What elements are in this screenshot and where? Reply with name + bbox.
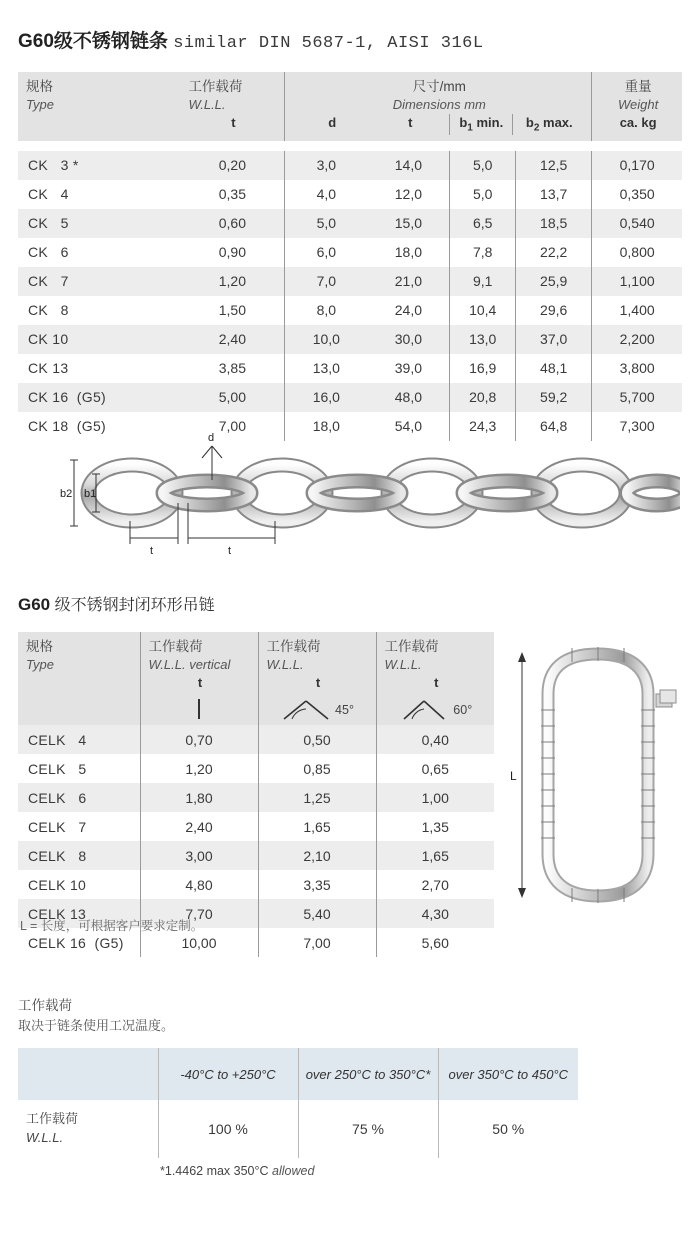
cell-type: CELK 10	[28, 876, 87, 893]
temperature-caption-line1: 工作载荷	[18, 998, 72, 1013]
cell-type: CK 8	[28, 302, 69, 319]
table-row	[18, 180, 682, 209]
table-row	[18, 754, 494, 783]
temperature-header-2: over 350°C to 450°C	[438, 1048, 578, 1100]
table-row	[18, 238, 682, 267]
sling-link-marks	[541, 647, 655, 903]
label-t2: t	[228, 545, 232, 557]
cell-wll-45: 0,85	[258, 754, 376, 783]
cell-wll: 0,90	[180, 238, 284, 267]
cell-type: CK 4	[28, 186, 69, 203]
cell-wll-vertical: 3,00	[140, 841, 258, 870]
cell-b1: 10,4	[450, 296, 516, 325]
cell-wll: 0,60	[180, 209, 284, 238]
cell-wll: 1,20	[180, 267, 284, 296]
cell-wll-60: 2,70	[376, 870, 494, 899]
cell-d: 13,0	[312, 360, 340, 377]
cell-d: 18,0	[312, 418, 340, 435]
cell-wll-60: 1,65	[376, 841, 494, 870]
cell-type: CELK 8	[18, 841, 140, 870]
cell-type: CK 16 (G5)	[18, 383, 180, 412]
cell-type: CELK 5	[28, 760, 87, 777]
header-dimensions: 尺寸/mm Dimensions mm d t $b_1$ min. $b_2$ max.	[285, 72, 592, 141]
section2-title-text: 级不锈钢封闭环形吊链	[50, 597, 215, 614]
cell-d: 8,0	[316, 302, 337, 319]
cell-wll-60: 1,35	[376, 812, 494, 841]
table-row	[18, 209, 682, 238]
cell-wll-60: 0,65	[376, 754, 494, 783]
table-row	[18, 725, 494, 754]
cell-wll-vertical: 1,80	[140, 783, 258, 812]
angle-blank	[18, 695, 140, 725]
table-row	[18, 354, 682, 383]
label-d: d	[208, 432, 215, 444]
temperature-row-label-en: W.L.L.	[26, 1130, 64, 1145]
cell-wll-45: 1,25	[258, 783, 376, 812]
table-row	[18, 296, 682, 325]
header2-wll-45: 工作载荷 W.L.L. t	[258, 632, 376, 695]
cell-type: CK 3 *	[18, 151, 180, 180]
header-col-b2: $b_2$ max.	[512, 114, 585, 135]
sling-connector	[656, 690, 676, 707]
angle-60-label: 60°	[453, 703, 473, 718]
table-row	[18, 812, 494, 841]
cell-wll-45: 5,40	[258, 899, 376, 928]
temperature-table	[18, 1048, 578, 1158]
table-row	[18, 841, 494, 870]
cell-type: CK 5	[18, 209, 180, 238]
table-row	[18, 267, 682, 296]
cell-wll-60: 4,30	[376, 899, 494, 928]
temperature-value-1: 75 %	[298, 1100, 438, 1158]
cell-t: 15,0	[367, 209, 450, 238]
cell-type: CK 13	[28, 360, 69, 377]
cell-weight: 2,200	[592, 325, 682, 354]
title-grade: G60	[18, 31, 54, 52]
cell-wll-60: 0,40	[376, 725, 494, 754]
cell-wll: 2,40	[180, 325, 284, 354]
cell-t: 39,0	[394, 360, 422, 377]
cell-wll: 0,20	[180, 151, 284, 180]
cell-weight: 5,700	[592, 383, 682, 412]
dimension-L	[518, 652, 526, 898]
cell-t: 14,0	[367, 151, 450, 180]
temperature-caption-line2: 取决于链条使用工况温度。	[18, 1018, 175, 1034]
cell-d: 4,0	[316, 186, 337, 203]
header-weight: 重量 Weight ca. kg	[592, 72, 682, 141]
cell-t: 18,0	[394, 244, 422, 261]
temperature-header-row	[18, 1048, 578, 1100]
cell-d: 10,0	[285, 325, 368, 354]
cell-weight: 1,400	[592, 296, 682, 325]
cell-t: 54,0	[394, 418, 422, 435]
label-t1: t	[150, 545, 154, 557]
table-spacer-row	[18, 141, 682, 151]
sling-loop	[548, 654, 648, 896]
cell-wll: 0,35	[180, 180, 284, 209]
angle-45-label: 45°	[335, 703, 354, 718]
title-standard: similar DIN 5687-1, AISI 316L	[173, 34, 484, 53]
cell-wll-vertical: 2,40	[140, 812, 258, 841]
header2-type: 规格 Type	[18, 632, 140, 695]
header-type: 规格 Type	[18, 72, 180, 141]
cell-b2: 37,0	[516, 325, 592, 354]
cell-b2: 12,5	[516, 151, 592, 180]
cell-wll-45: 7,00	[258, 928, 376, 957]
cell-wll: 1,50	[180, 296, 284, 325]
header2-wll-vertical: 工作载荷 W.L.L. vertical t	[140, 632, 258, 695]
header-col-t: t	[408, 114, 413, 130]
cell-weight: 1,100	[592, 267, 682, 296]
header-col-d: d	[328, 114, 337, 130]
cell-weight: 7,300	[592, 412, 682, 441]
temperature-row-label	[18, 1100, 158, 1158]
cell-type: CELK 4	[18, 725, 140, 754]
length-note: L = 长度，可根据客户要求定制。	[20, 919, 204, 933]
label-b2: b2	[60, 488, 73, 500]
temperature-data-row	[18, 1100, 578, 1158]
cell-b2: 48,1	[516, 354, 592, 383]
cell-b2: 29,6	[516, 296, 592, 325]
table2-angle-row	[18, 695, 494, 725]
temperature-value-2: 50 %	[438, 1100, 578, 1158]
cell-wll-45: 2,10	[258, 841, 376, 870]
cell-wll-vertical: 1,20	[140, 754, 258, 783]
cell-type: CK 10	[18, 325, 180, 354]
cell-wll: 5,00	[180, 383, 284, 412]
cell-type: CELK 13	[18, 899, 140, 928]
cell-wll-vertical: 7,70	[140, 899, 258, 928]
table-row	[18, 383, 682, 412]
cell-b2: 25,9	[516, 267, 592, 296]
cell-b1: 6,5	[450, 209, 516, 238]
table-header-row	[18, 72, 682, 141]
chain-spec-table	[18, 72, 682, 441]
cell-weight: 0,170	[592, 151, 682, 180]
cell-wll: 7,00	[180, 412, 284, 441]
cell-type: CK 6	[28, 244, 69, 261]
cell-t: 21,0	[367, 267, 450, 296]
cell-t: 48,0	[367, 383, 450, 412]
cell-weight: 3,800	[592, 354, 682, 383]
angle-60	[376, 695, 494, 725]
chain-links-edge	[163, 481, 680, 505]
footnote-italic: allowed	[272, 1164, 315, 1178]
table-row	[18, 325, 682, 354]
cell-type: CK 18 (G5)	[28, 418, 106, 435]
angle-60-icon	[398, 697, 450, 723]
cell-b2: 18,5	[516, 209, 592, 238]
cell-b1: 13,0	[450, 325, 516, 354]
cell-b1: 24,3	[450, 412, 516, 441]
cell-wll: 3,85	[180, 354, 284, 383]
cell-t: 30,0	[367, 325, 450, 354]
cell-weight: 0,800	[592, 238, 682, 267]
label-b1: b1	[84, 488, 97, 500]
section2-title	[18, 592, 215, 615]
cell-d: 6,0	[316, 244, 337, 261]
cell-b2: 13,7	[516, 180, 592, 209]
temperature-value-0: 100 %	[158, 1100, 298, 1158]
endless-sling-table	[18, 632, 494, 957]
header2-wll-60: 工作载荷 W.L.L. t	[376, 632, 494, 695]
label-L: L	[510, 769, 517, 783]
angle-vertical	[140, 695, 258, 725]
cell-b1: 7,8	[450, 238, 516, 267]
cell-wll-vertical: 4,80	[140, 870, 258, 899]
cell-b2: 64,8	[516, 412, 592, 441]
cell-b1: 5,0	[450, 180, 516, 209]
cell-wll-45: 3,35	[258, 870, 376, 899]
cell-b2: 59,2	[516, 383, 592, 412]
table-row	[18, 151, 682, 180]
cell-t: 12,0	[394, 186, 422, 203]
table-row	[18, 783, 494, 812]
endless-sling-diagram	[510, 640, 690, 910]
table-row	[18, 870, 494, 899]
cell-b2: 22,2	[516, 238, 592, 267]
page-title	[18, 26, 484, 53]
temperature-header-1: over 250°C to 350°C*	[298, 1048, 438, 1100]
header-wll: 工作载荷 W.L.L. t	[180, 72, 284, 141]
cell-type: CELK 6	[18, 783, 140, 812]
cell-type: CELK 16 (G5)	[28, 934, 124, 951]
cell-d: 16,0	[285, 383, 368, 412]
temperature-header-blank	[18, 1048, 158, 1100]
vertical-sling-icon	[174, 696, 224, 722]
temperature-header-0: -40°C to +250°C	[158, 1048, 298, 1100]
cell-d: 5,0	[285, 209, 368, 238]
cell-wll-45: 1,65	[258, 812, 376, 841]
cell-wll-vertical: 0,70	[140, 725, 258, 754]
angle-45-icon	[280, 697, 332, 723]
cell-wll-45: 0,50	[258, 725, 376, 754]
cell-wll-60: 5,60	[376, 928, 494, 957]
angle-45	[258, 695, 376, 725]
cell-weight: 0,540	[592, 209, 682, 238]
cell-b1: 9,1	[450, 267, 516, 296]
temperature-row-label-cn: 工作载荷	[26, 1111, 79, 1127]
temperature-footnote	[160, 1164, 314, 1178]
header-col-b1: $b_1$ min.	[449, 114, 512, 135]
cell-type: CK 7	[18, 267, 180, 296]
table2-header-row	[18, 632, 494, 695]
cell-b1: 20,8	[450, 383, 516, 412]
section2-grade: G60	[18, 595, 51, 614]
cell-wll-vertical: 10,00	[140, 928, 258, 957]
footnote-star: *1.4462 max 350°C	[160, 1164, 273, 1178]
cell-t: 24,0	[394, 302, 422, 319]
cell-weight: 0,350	[592, 180, 682, 209]
cell-b1: 16,9	[450, 354, 516, 383]
cell-wll-60: 1,00	[376, 783, 494, 812]
temperature-caption	[18, 996, 174, 1036]
cell-b1: 5,0	[450, 151, 516, 180]
cell-type: CELK 7	[28, 818, 87, 835]
cell-d: 7,0	[285, 267, 368, 296]
title-cn: 级不锈钢链条	[53, 31, 168, 52]
cell-d: 3,0	[285, 151, 368, 180]
chain-diagram	[60, 428, 680, 558]
